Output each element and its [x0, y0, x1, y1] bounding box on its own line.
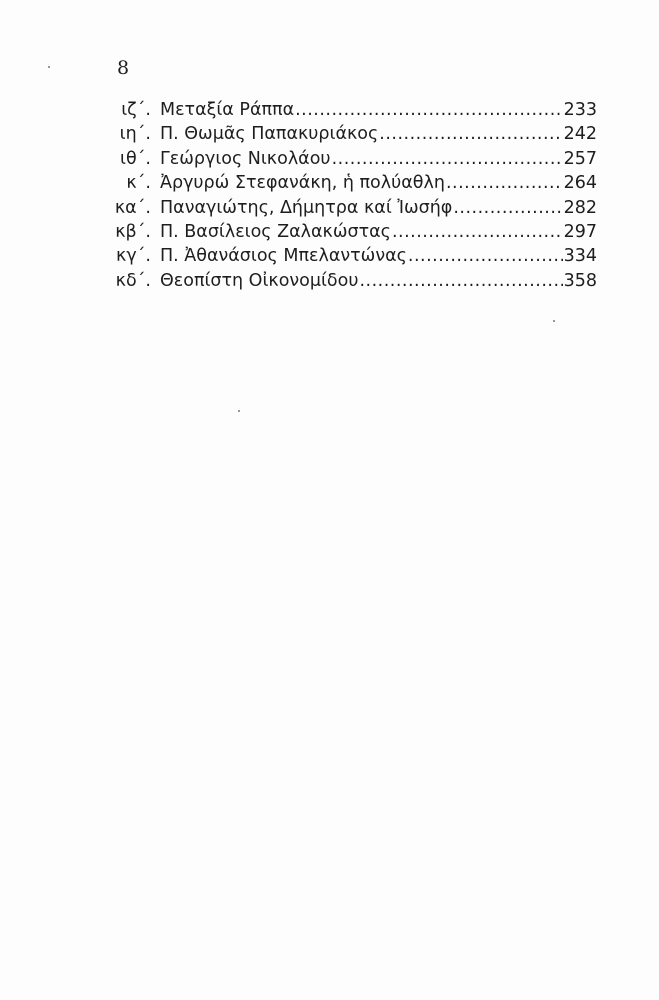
- toc-entry-number: κα΄.: [114, 197, 151, 218]
- print-speck: [48, 66, 50, 68]
- toc-entry-number: ιζ΄.: [121, 100, 151, 120]
- toc-entry-number: κδ΄.: [115, 270, 151, 291]
- toc-entry: [112, 269, 597, 293]
- toc-entry: [112, 98, 597, 122]
- dot-leader: [332, 147, 563, 171]
- toc-entry: [112, 171, 597, 195]
- toc-entry-title: Π. Ἀθανάσιος Μπελαντώνας: [160, 246, 407, 267]
- page-number: 8: [117, 57, 130, 79]
- toc-entry-title: Παναγιώτης, Δήμητρα καί Ἰωσήφ: [160, 197, 453, 218]
- toc-entry-number: ιθ΄.: [120, 148, 151, 169]
- toc-entry-page: 282: [563, 197, 597, 218]
- dot-leader: [379, 122, 562, 146]
- toc-entry-page: 264: [563, 173, 597, 194]
- toc-entry-page: 242: [563, 124, 597, 145]
- toc-entry-page: 334: [563, 246, 597, 267]
- toc-entry-page: 358: [563, 270, 597, 291]
- toc-entry: [112, 244, 597, 268]
- toc-entry-title: Ἀργυρώ Στεφανάκη, ἡ πολύαθλη: [160, 173, 445, 194]
- toc-entry-number: κ΄.: [126, 173, 151, 194]
- toc-entry: [112, 220, 597, 244]
- toc-entry: [112, 122, 597, 146]
- print-speck: [238, 410, 240, 412]
- dot-leader: [392, 220, 563, 244]
- print-speck: [553, 320, 555, 322]
- toc-entry-title: Γεώργιος Νικολάου: [160, 148, 331, 169]
- toc-entry-page: 233: [563, 100, 597, 120]
- toc-entry: [112, 147, 597, 171]
- toc-entry-title: Θεοπίστη Οἰκονομίδου: [160, 270, 359, 291]
- toc-entry-number: ιη΄.: [119, 124, 151, 145]
- toc-entry-page: 297: [563, 221, 597, 242]
- dot-leader: [359, 269, 562, 293]
- toc-entry-page: 257: [563, 148, 597, 169]
- toc-entry-title: Π. Θωμᾶς Παπακυριάκος: [160, 124, 379, 145]
- toc-entry: [112, 196, 597, 220]
- table-of-contents: [112, 98, 597, 293]
- toc-entry-number: κβ΄.: [115, 221, 151, 242]
- dot-leader: [446, 171, 563, 195]
- toc-entry-title: Π. Βασίλειος Ζαλακώστας: [160, 221, 391, 242]
- dot-leader: [408, 244, 563, 268]
- toc-entry-title: Μεταξία Ράππα: [160, 100, 295, 120]
- dot-leader: [295, 98, 562, 122]
- dot-leader: [453, 196, 562, 220]
- toc-entry-number: κγ΄.: [116, 246, 151, 267]
